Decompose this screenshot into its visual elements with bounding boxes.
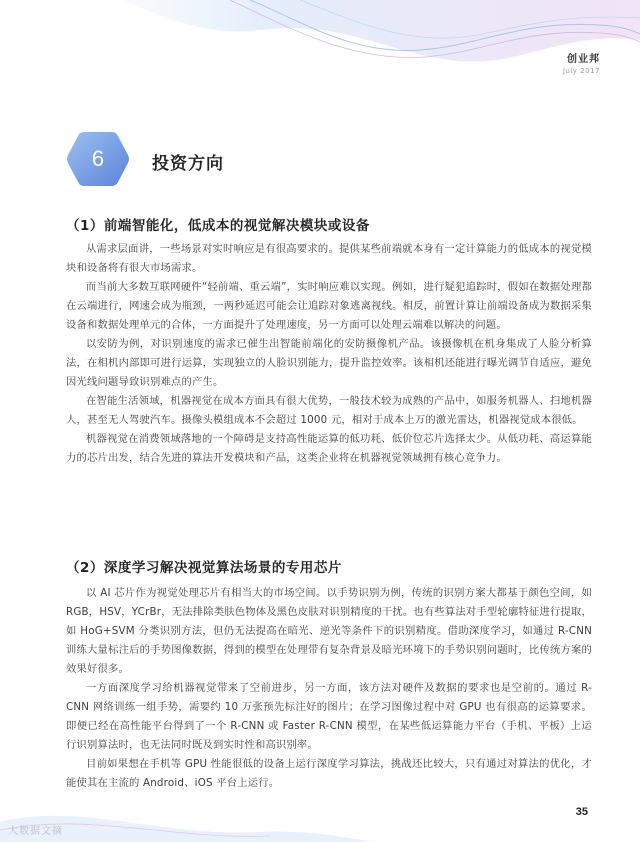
issue-date: July 2017 (562, 67, 600, 75)
subsection-body-1 (66, 240, 592, 468)
section-number: 6 (91, 146, 105, 171)
section-title: 投资方向 (152, 154, 224, 174)
header-wave-decoration (0, 0, 640, 110)
watermark-text: 大数据文摘 (8, 826, 63, 837)
paragraph: 一方面深度学习给机器视觉带来了空前进步，另一方面，该方法对硬件及数据的要求也是空前的。通过 R-CNN 网络训练一组手势，需要约 10 万张预先标注好的图片；在学习图像过程中对 GPU 也有很高的运算要求。即便已经在高性能平台得到了一个 R-CNN 或 Faster R-CNN 模型，在某些低运算能力平台（手机、平板）上运行识别算法时，也无法同时既及到实时性和高识别率。 (66, 682, 592, 751)
paragraph: 机器视觉在消费领域落地的一个障碍是支持高性能运算的低功耗、低价位芯片选择太少。从低功耗、高运算能力的芯片出发，结合先进的算法开发模块和产品，这类企业将在机器视觉领域拥有核心竞争力。 (66, 433, 592, 464)
paragraph: 从需求层面讲，一些场景对实时响应是有很高要求的。提供某些前端就本身有一定计算能力的低成本的视觉模块和设备将有很大市场需求。 (66, 243, 592, 274)
subsection-heading-1: （1）前端智能化，低成本的视觉解决模块或设备 (66, 218, 370, 234)
page-number: 35 (575, 806, 588, 818)
paragraph: 目前如果想在手机等 GPU 性能很低的设备上运行深度学习算法，挑战还比较大，只有通过对算法的优化，才能使其在主流的 Android、iOS 平台上运行。 (66, 758, 592, 789)
paragraph: 以 AI 芯片作为视觉处理芯片有相当大的市场空间。以手势识别为例，传统的识别方案大都基于颜色空间，如 RGB，HSV，YCrBr，无法排除类肤色物体及黑色皮肤对识别精度的干扰。也有些算法对手型轮廓特征进行提取，如 HoG+SVM 分类识别方法，但仍无法提高在暗光、逆光等条件下的识别精度。借助深度学习，如通过 R-CNN 训练大量标注后的手势图像数据，得到的模型在处理带有复杂背景及暗光环境下的手势识别问题时，比传统方案的效果好很多。 (66, 587, 592, 675)
paragraph: 而当前大多数互联网硬件“轻前端、重云端”，实时响应难以实现。例如，进行疑犯追踪时，假如在数据处理都在云端进行，网速会成为瓶颈，一两秒延迟可能会让追踪对象逃离视线。相反，前置计算让前端设备成为数据采集设备和数据处理单元的合体，一方面提升了处理速度，另一方面可以处理云端难以解决的问题。 (66, 281, 592, 331)
subsection-heading-2: （2）深度学习解决视觉算法场景的专用芯片 (66, 560, 342, 576)
paragraph: 以安防为例，对识别速度的需求已催生出智能前端化的安防摄像机产品。该摄像机在机身集成了人脸分析算法，在相机内部即可进行运算，实现独立的人脸识别能力，提升监控效率。该相机还能进行曝光调节自适应，避免因光线问题导致识别难点的产生。 (66, 338, 592, 388)
subsection-body-2 (66, 584, 592, 793)
brand-name: 创业邦 (567, 54, 600, 65)
footer-wave-decoration (0, 792, 640, 842)
paragraph: 在智能生活领域，机器视觉在成本方面具有很大优势，一般技术较为成熟的产品中，如服务机器人、扫地机器人，甚至无人驾驶汽车。摄像头模组成本不会超过 1000 元，相对于成本上万的激光雷达，机器视觉成本很低。 (66, 395, 592, 426)
brand-header (563, 50, 600, 75)
